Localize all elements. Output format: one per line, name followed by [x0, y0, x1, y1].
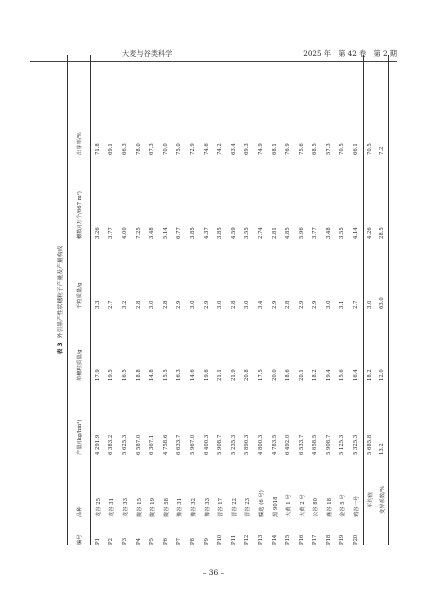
table-row [91, 55, 105, 545]
col-header-yield: 产量/(kg/hm²) [68, 381, 91, 455]
table-cell: 21.9 [230, 369, 237, 381]
table-cell: 66.3 [121, 143, 128, 155]
table-row [268, 55, 282, 545]
table-cell: 5 235.3 [230, 434, 237, 455]
table-cell: 6 367.1 [149, 434, 156, 455]
col-header-panicle-number: 穗数/(万个/667 m²) [68, 155, 91, 239]
table-cell: 16.4 [349, 309, 363, 381]
summary-label: 平均值 [367, 492, 374, 508]
table-cell: 3.48 [325, 227, 332, 239]
table-row [105, 55, 119, 545]
table-cell: 6 492.0 [285, 434, 292, 455]
table-cell: 豫谷 32 [190, 497, 197, 517]
table-cell: 20.1 [298, 369, 305, 381]
table-row [254, 55, 268, 545]
table-cell: P3 [121, 538, 128, 545]
table-cell: 7.25 [135, 227, 142, 239]
table-cell: 20.0 [271, 369, 278, 381]
table-cell: 黑 9018 [272, 496, 279, 517]
table-row [295, 55, 309, 545]
table-caption [55, 55, 64, 545]
table-cell: 3.85 [189, 227, 196, 239]
table-cell: 20.8 [244, 369, 251, 381]
table-cell: 2.9 [203, 300, 210, 309]
table-cell: 2.9 [298, 300, 305, 309]
table-cell: P7 [176, 538, 183, 545]
table-cell: 19.4 [325, 369, 332, 381]
table-cell: P16 [298, 534, 305, 545]
table-cell: 2.74 [257, 227, 264, 239]
table-cell: 4.59 [230, 227, 237, 239]
col-header-id: 编号 [68, 517, 91, 545]
table-cell: 2.9 [271, 300, 278, 309]
table-cell: 5 890.3 [244, 434, 251, 455]
table-header-row [68, 55, 91, 545]
table-cell: 68.5 [312, 143, 319, 155]
table-cell: 2.7 [349, 239, 363, 309]
table-cell: P6 [162, 538, 169, 545]
table-row [309, 55, 323, 545]
table-cell: 3.55 [339, 227, 346, 239]
table-cell: 3.26 [94, 227, 101, 239]
table-cell: 3.85 [217, 227, 224, 239]
table-cell: 2.9 [176, 300, 183, 309]
table-cell: 74.9 [257, 143, 264, 155]
table-cell: 大黄 2 号 [299, 494, 306, 517]
table-cell: 鸡谷一号 [349, 455, 363, 517]
table-cell: P2 [108, 538, 115, 545]
table-cell: 18.6 [285, 369, 292, 381]
table-cell: P15 [285, 534, 292, 545]
table-cell: 4.14 [349, 155, 363, 239]
table-cell: 4 758.6 [162, 434, 169, 455]
table-cell: 晋谷 17 [218, 497, 225, 517]
table-cell: P17 [312, 534, 319, 545]
table-cell: 3.4 [257, 300, 264, 309]
table-cell: 4.37 [203, 227, 210, 239]
table-cell: 6 400.3 [203, 434, 210, 455]
table-cell: 2.8 [162, 300, 169, 309]
table-cell: 3.3 [94, 300, 101, 309]
table-cell: 4.00 [121, 227, 128, 239]
table-row [132, 55, 146, 545]
table-cell: 19.6 [203, 369, 210, 381]
table-cell: P9 [203, 538, 210, 545]
summary-label: 变异系数/% [376, 455, 389, 545]
table-cell: P14 [271, 534, 278, 545]
table-number: 表 3 [58, 342, 64, 355]
summary-cell: 5 685.8 [366, 434, 373, 455]
table-row [213, 55, 227, 545]
table-cell: 5 967.0 [189, 434, 196, 455]
table-row [281, 55, 295, 545]
table-row [200, 55, 214, 545]
table-cell: 4 800.3 [257, 434, 264, 455]
table-cell: 2.9 [312, 300, 319, 309]
table-cell: 2.8 [230, 300, 237, 309]
table-cell: 2.81 [271, 227, 278, 239]
table-title: 外引黑产性状穗粒子产量及产量构成 [58, 245, 64, 339]
table-row [349, 55, 363, 545]
table-cell: P19 [339, 534, 346, 545]
col-header-grain-weight-per-panicle: 单穗粒质量/g [68, 309, 91, 381]
summary-cell: 7.2 [376, 55, 389, 155]
table-cell: 75.0 [176, 143, 183, 155]
table-cell: 3.55 [244, 227, 251, 239]
table-cell: P4 [135, 538, 142, 545]
col-header-thousand-grain-weight: 千粒质量/g [68, 239, 91, 309]
summary-cell: 18.2 [366, 369, 373, 381]
table-cell: 龙谷 33 [122, 497, 129, 517]
table-cell: 14.6 [189, 369, 196, 381]
table-cell: 75.6 [298, 143, 305, 155]
table-cell: 豫谷 33 [204, 497, 211, 517]
table-cell: 5 125.3 [339, 434, 346, 455]
table-cell: 5.14 [162, 227, 169, 239]
table-cell: 68.1 [271, 143, 278, 155]
table-cell: 69.1 [108, 143, 115, 155]
table-cell: 14.8 [149, 369, 156, 381]
table-cell: 4 291.9 [94, 434, 101, 455]
table-cell: 金谷 5 号 [340, 494, 347, 517]
table-cell: 6 633.7 [176, 434, 183, 455]
table-cell: 4 658.5 [312, 434, 319, 455]
table-cell: 18.8 [135, 369, 142, 381]
table-cell: 6.77 [176, 227, 183, 239]
table-cell: 4.85 [285, 227, 292, 239]
summary-cell: 12.0 [376, 309, 389, 381]
table-cell: 70.0 [162, 143, 169, 155]
page-number: – 36 – [202, 568, 225, 577]
table-cell: 16.5 [121, 369, 128, 381]
table-cell: 5 908.7 [325, 434, 332, 455]
table-cell: 78.0 [135, 143, 142, 155]
table-cell: 3.0 [244, 300, 251, 309]
table-cell: 2.7 [108, 300, 115, 309]
table-cell: 3.1 [339, 300, 346, 309]
table-cell: P8 [189, 538, 196, 545]
table-cell: P10 [217, 534, 224, 545]
summary-row-cv [376, 55, 389, 545]
table-cell: 18.2 [312, 369, 319, 381]
table-cell: 陇谷 19 [150, 497, 157, 517]
table-cell: 2.8 [135, 300, 142, 309]
table-cell: 57.3 [325, 143, 332, 155]
summary-cell: 70.5 [366, 143, 373, 155]
table-cell: 66.1 [349, 55, 363, 155]
table-row [173, 55, 187, 545]
issue-info: 2025 年 第 42 卷 第 2 期 [303, 49, 397, 58]
col-header-germination-rate: 出芽率/% [68, 55, 91, 155]
table-row [227, 55, 241, 545]
table-cell: P13 [257, 534, 264, 545]
table-cell: 3.0 [149, 300, 156, 309]
table-cell: 70.5 [339, 143, 346, 155]
table-cell: 龙谷 31 [109, 497, 116, 517]
table-row [186, 55, 200, 545]
table-cell: 燕谷 18 [326, 497, 333, 517]
table-cell: 71.8 [94, 143, 101, 155]
table-cell: P5 [149, 538, 156, 545]
table-cell: 74.2 [217, 143, 224, 155]
table-cell: 3.48 [149, 227, 156, 239]
table-cell: 76.9 [285, 143, 292, 155]
table-cell: 豫谷 31 [177, 497, 184, 517]
table-cell: 15.5 [162, 369, 169, 381]
col-header-variety: 品种 [68, 455, 91, 517]
table-row [336, 55, 350, 545]
table-cell: 晋谷 22 [231, 497, 238, 517]
rotated-table-block [55, 55, 393, 545]
table-cell: P1 [94, 538, 101, 545]
table-cell: 5.96 [298, 227, 305, 239]
table-cell: 5 325.3 [349, 381, 363, 455]
table-cell: 6 587.0 [135, 434, 142, 455]
table-row [159, 55, 173, 545]
table-row [241, 55, 255, 545]
table-cell: 19.5 [108, 369, 115, 381]
table-cell: 67.3 [149, 143, 156, 155]
table-cell: 6 533.7 [298, 434, 305, 455]
table-cell: 晋谷 23 [245, 497, 252, 517]
table-cell: P20 [349, 517, 363, 545]
table-cell: P18 [325, 534, 332, 545]
table-cell: 72.9 [189, 143, 196, 155]
table-row [322, 55, 336, 545]
table-cell: 69.3 [244, 143, 251, 155]
summary-cell: 28.5 [376, 155, 389, 239]
table-cell: 5 625.3 [121, 434, 128, 455]
table-cell: 糯选 (6 号) [258, 490, 265, 517]
table-cell: 陇谷 58 [163, 497, 170, 517]
journal-name: 大麦与谷类科学 [122, 49, 173, 58]
table-cell: 16.3 [176, 369, 183, 381]
summary-cell: 3.0 [366, 300, 373, 309]
table-cell: 21.1 [217, 369, 224, 381]
table-cell: 3.77 [108, 227, 115, 239]
summary-cell: 4.26 [366, 227, 373, 239]
table-cell: 3.0 [189, 300, 196, 309]
table-cell: 15.6 [339, 369, 346, 381]
table-cell: 3.0 [217, 300, 224, 309]
summary-cell: 63.0 [376, 239, 389, 309]
table-cell: 63.4 [230, 143, 237, 155]
table-cell: P11 [230, 534, 237, 545]
table-cell: 6 383.2 [108, 434, 115, 455]
table-cell: 3.77 [312, 227, 319, 239]
table-cell: 公谷 80 [313, 497, 320, 517]
table-cell: P12 [244, 534, 251, 545]
table-cell: 陇谷 15 [136, 497, 143, 517]
table-cell: 5 908.7 [217, 434, 224, 455]
table-cell: 74.6 [203, 143, 210, 155]
table-row [145, 55, 159, 545]
yield-table [67, 55, 389, 545]
table-cell: 3.2 [121, 300, 128, 309]
summary-cell: 13.2 [376, 381, 389, 455]
table-cell: 3.0 [325, 300, 332, 309]
table-cell: 2.8 [285, 300, 292, 309]
table-cell: 4 783.5 [271, 434, 278, 455]
table-cell: 大黄 1 号 [286, 494, 293, 517]
table-row [118, 55, 132, 545]
table-cell: 龙谷 25 [95, 497, 102, 517]
summary-row-mean [363, 55, 376, 545]
table-cell: 17.5 [257, 369, 264, 381]
table-cell: 17.9 [94, 369, 101, 381]
